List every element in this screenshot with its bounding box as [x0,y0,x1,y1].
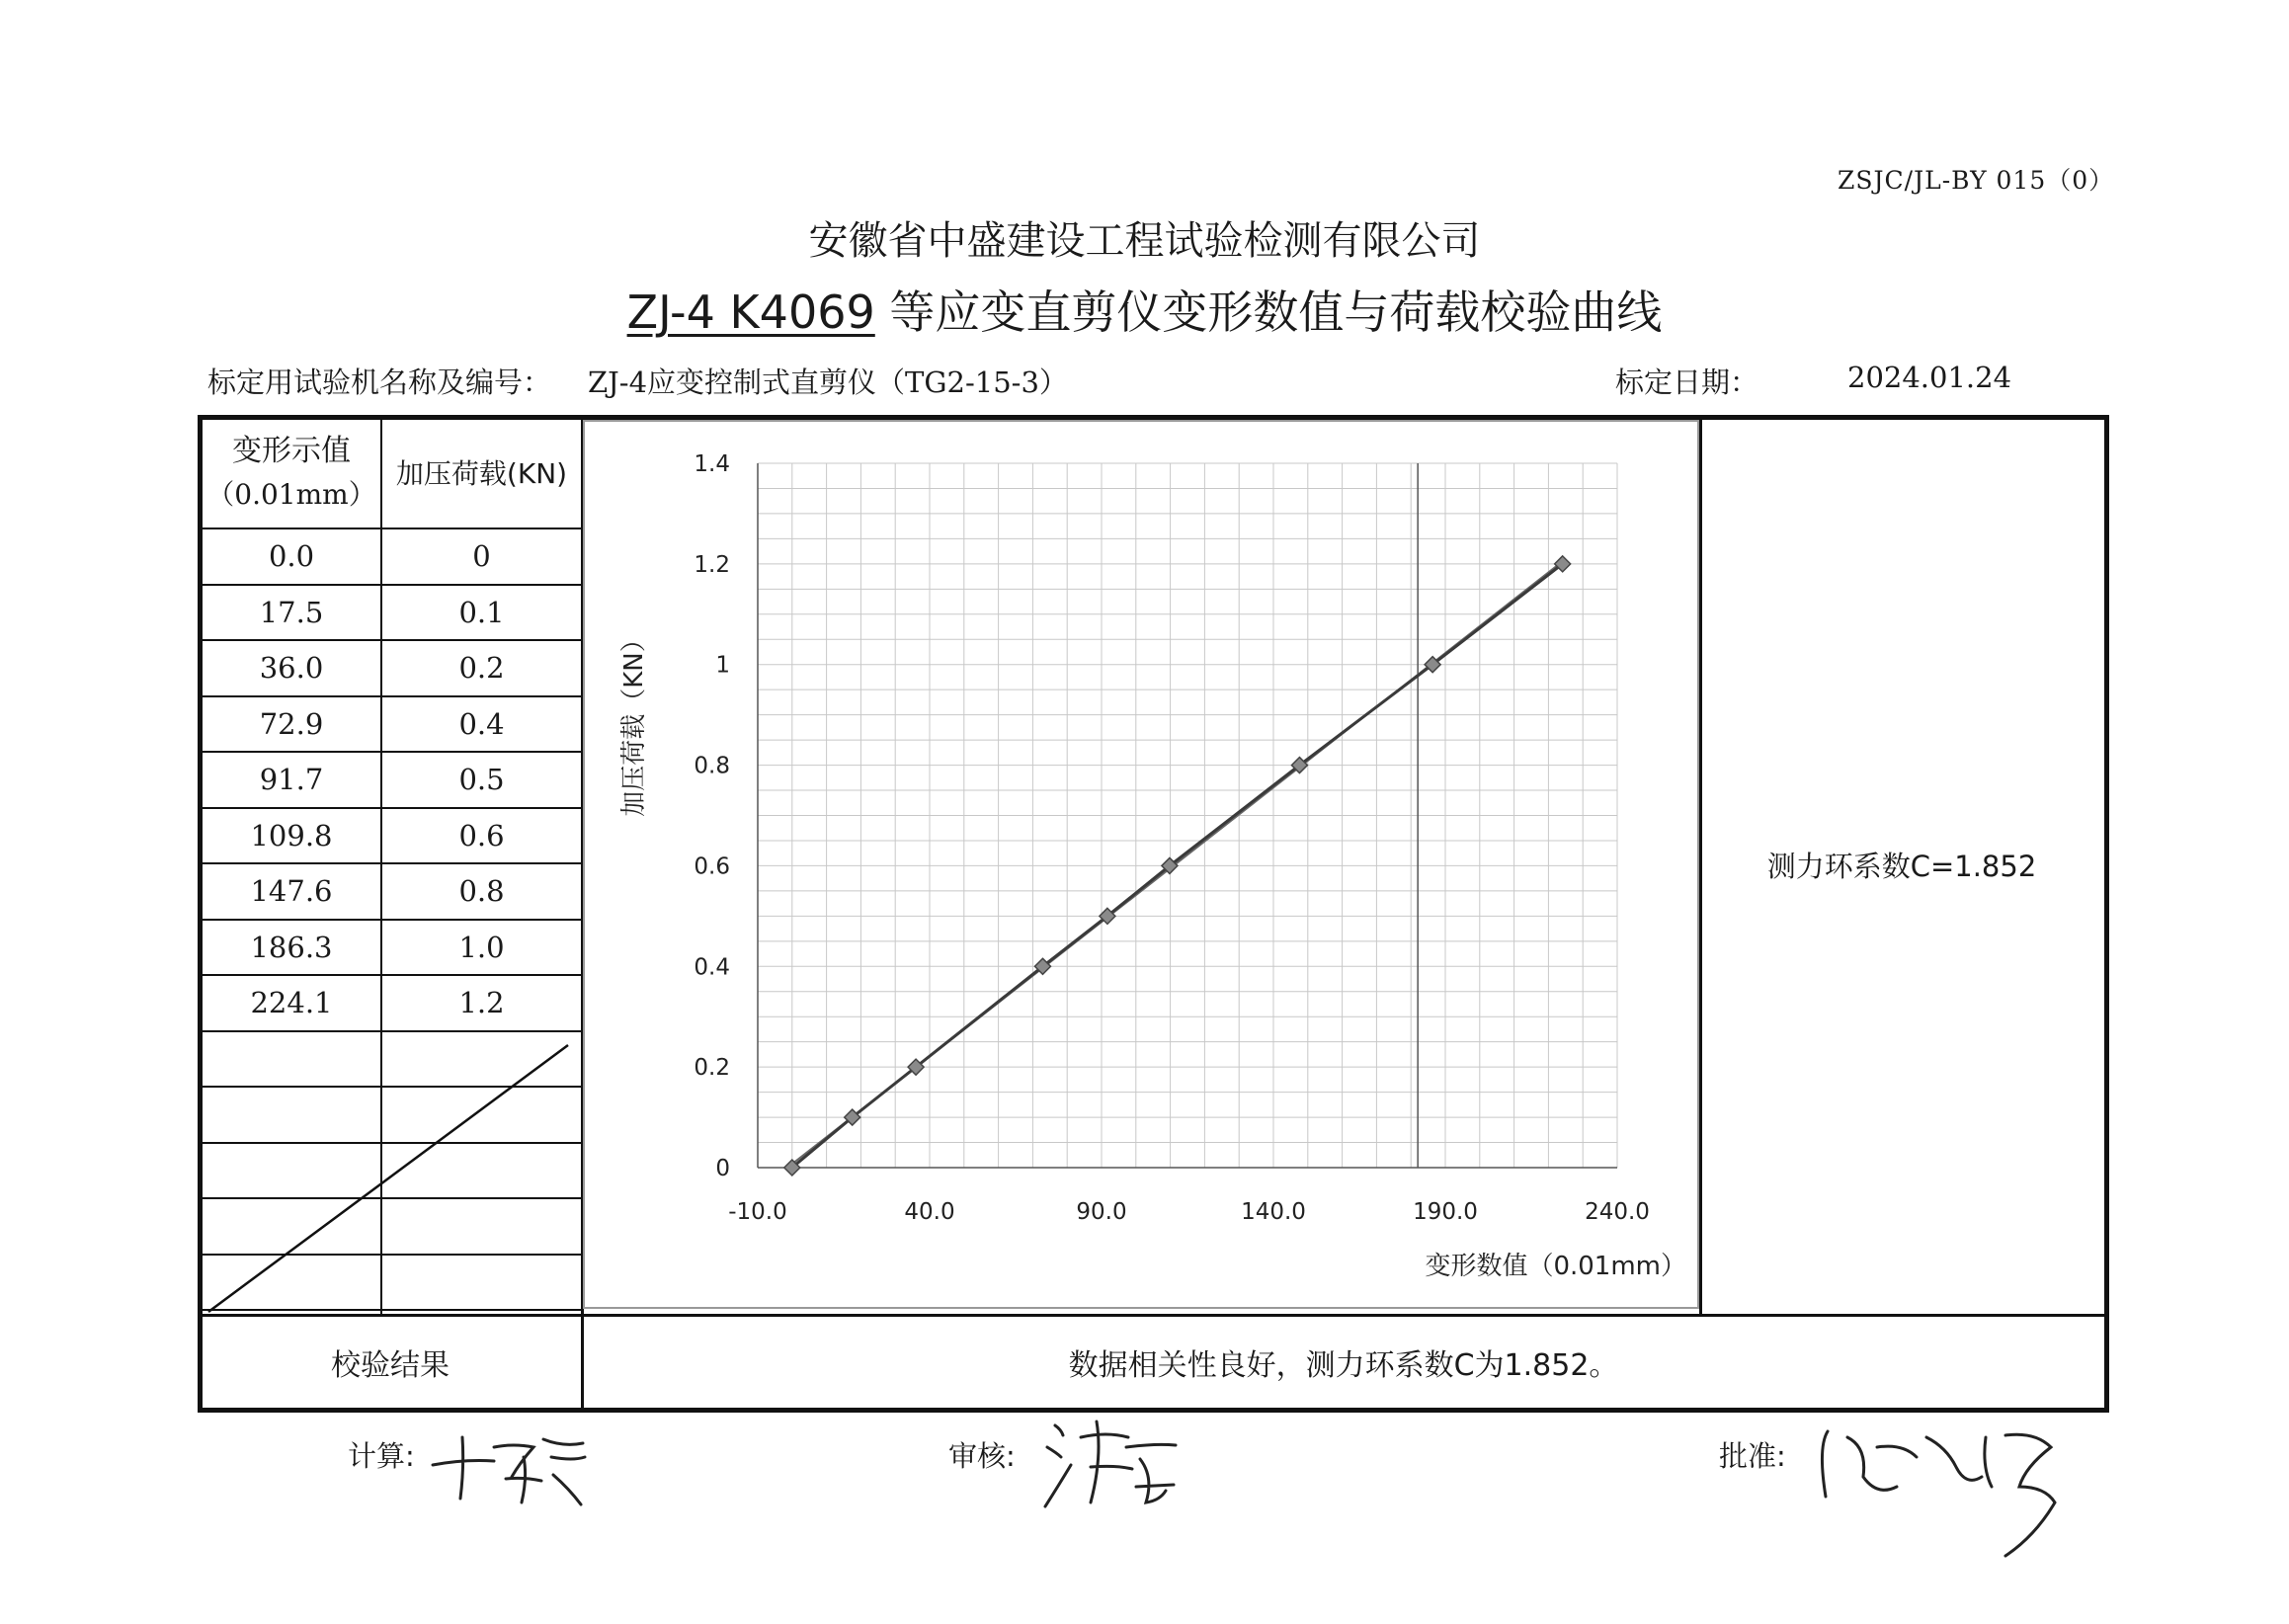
cell-deformation: 17.5 [259,596,324,629]
table-row-line [201,695,583,697]
review-label: 审核: [948,1439,1016,1473]
strike-line [208,1045,568,1312]
cell-deformation: 36.0 [259,651,324,685]
table-row-line [201,862,583,864]
result-text: 数据相关性良好，测力环系数C为1.852。 [1068,1348,1619,1383]
cell-load: 0.6 [458,819,505,853]
machine-label: 标定用试验机名称及编号： [207,365,552,399]
cell-load: 0.8 [458,874,505,908]
table-row-line [201,807,583,809]
review-signature [1037,1408,1195,1516]
coefficient-note: 测力环系数C=1.852 [1766,850,2037,883]
x-tick-label: 190.0 [1413,1199,1478,1225]
cell-load: 1.2 [458,986,505,1019]
cell-deformation: 0.0 [268,539,315,573]
header-deformation-line2: （0.01mm） [206,478,376,511]
chart-panel [583,420,1699,1309]
table-row-line [201,1030,583,1032]
y-tick-label: 1 [715,652,730,679]
cell-load: 0.4 [458,707,505,741]
title-text: 等应变直剪仪变形数值与荷载校验曲线 [874,285,1663,339]
y-tick-label: 0.8 [694,753,730,779]
table-row-line [201,919,583,921]
machine-value: ZJ-4应变控制式直剪仪（TG2-15-3） [588,365,1068,399]
cell-load: 0.2 [458,651,505,685]
date-value: 2024.01.24 [1847,361,2012,394]
cell-deformation: 72.9 [259,707,324,741]
y-tick-label: 1.4 [694,451,730,477]
y-tick-label: 0.6 [694,853,730,880]
title-model: ZJ-4 K4069 [626,285,875,339]
table-row-line [201,584,583,586]
cell-load: 1.0 [458,931,505,964]
cell-deformation: 109.8 [250,819,333,853]
result-label: 校验结果 [331,1348,450,1383]
empty-rows-strike [201,1037,586,1319]
cell-load: 0.1 [458,596,505,629]
cell-load: 0.5 [458,763,505,796]
table-row-line [201,974,583,976]
approve-label: 批准: [1719,1439,1786,1473]
table-row-line [201,528,583,529]
calibration-chart [585,422,1697,1307]
x-axis-title: 变形数值（0.01mm） [1425,1252,1686,1281]
y-tick-label: 0.2 [694,1055,730,1082]
x-tick-label: 40.0 [904,1199,955,1225]
table-row-line [201,751,583,753]
calc-label: 计算: [348,1439,415,1473]
document-title [0,277,2289,342]
calc-signature [425,1418,593,1506]
cell-deformation: 147.6 [250,874,333,908]
y-tick-label: 0.4 [694,954,730,981]
document-number: ZSJC/JL-BY 015（0） [1838,166,2115,195]
x-tick-label: 90.0 [1076,1199,1127,1225]
table-row-line [201,639,583,641]
y-tick-label: 1.2 [694,551,730,578]
cell-load: 0 [472,539,491,573]
company-name: 安徽省中盛建设工程试验检测有限公司 [808,218,1481,264]
cell-deformation: 224.1 [250,986,333,1019]
cell-deformation: 91.7 [259,763,324,796]
x-tick-label: -10.0 [728,1199,787,1225]
cell-deformation: 186.3 [250,931,333,964]
x-tick-label: 140.0 [1241,1199,1306,1225]
date-label: 标定日期： [1615,365,1759,399]
header-deformation-line1: 变形示值 [232,434,351,468]
y-tick-label: 0 [715,1156,730,1181]
approve-signature [1808,1408,2075,1566]
header-deformation [203,430,380,517]
header-load: 加压荷载(KN) [395,457,568,490]
y-axis-title: 加压荷载（KN） [619,626,649,817]
x-tick-label: 240.0 [1585,1199,1650,1225]
